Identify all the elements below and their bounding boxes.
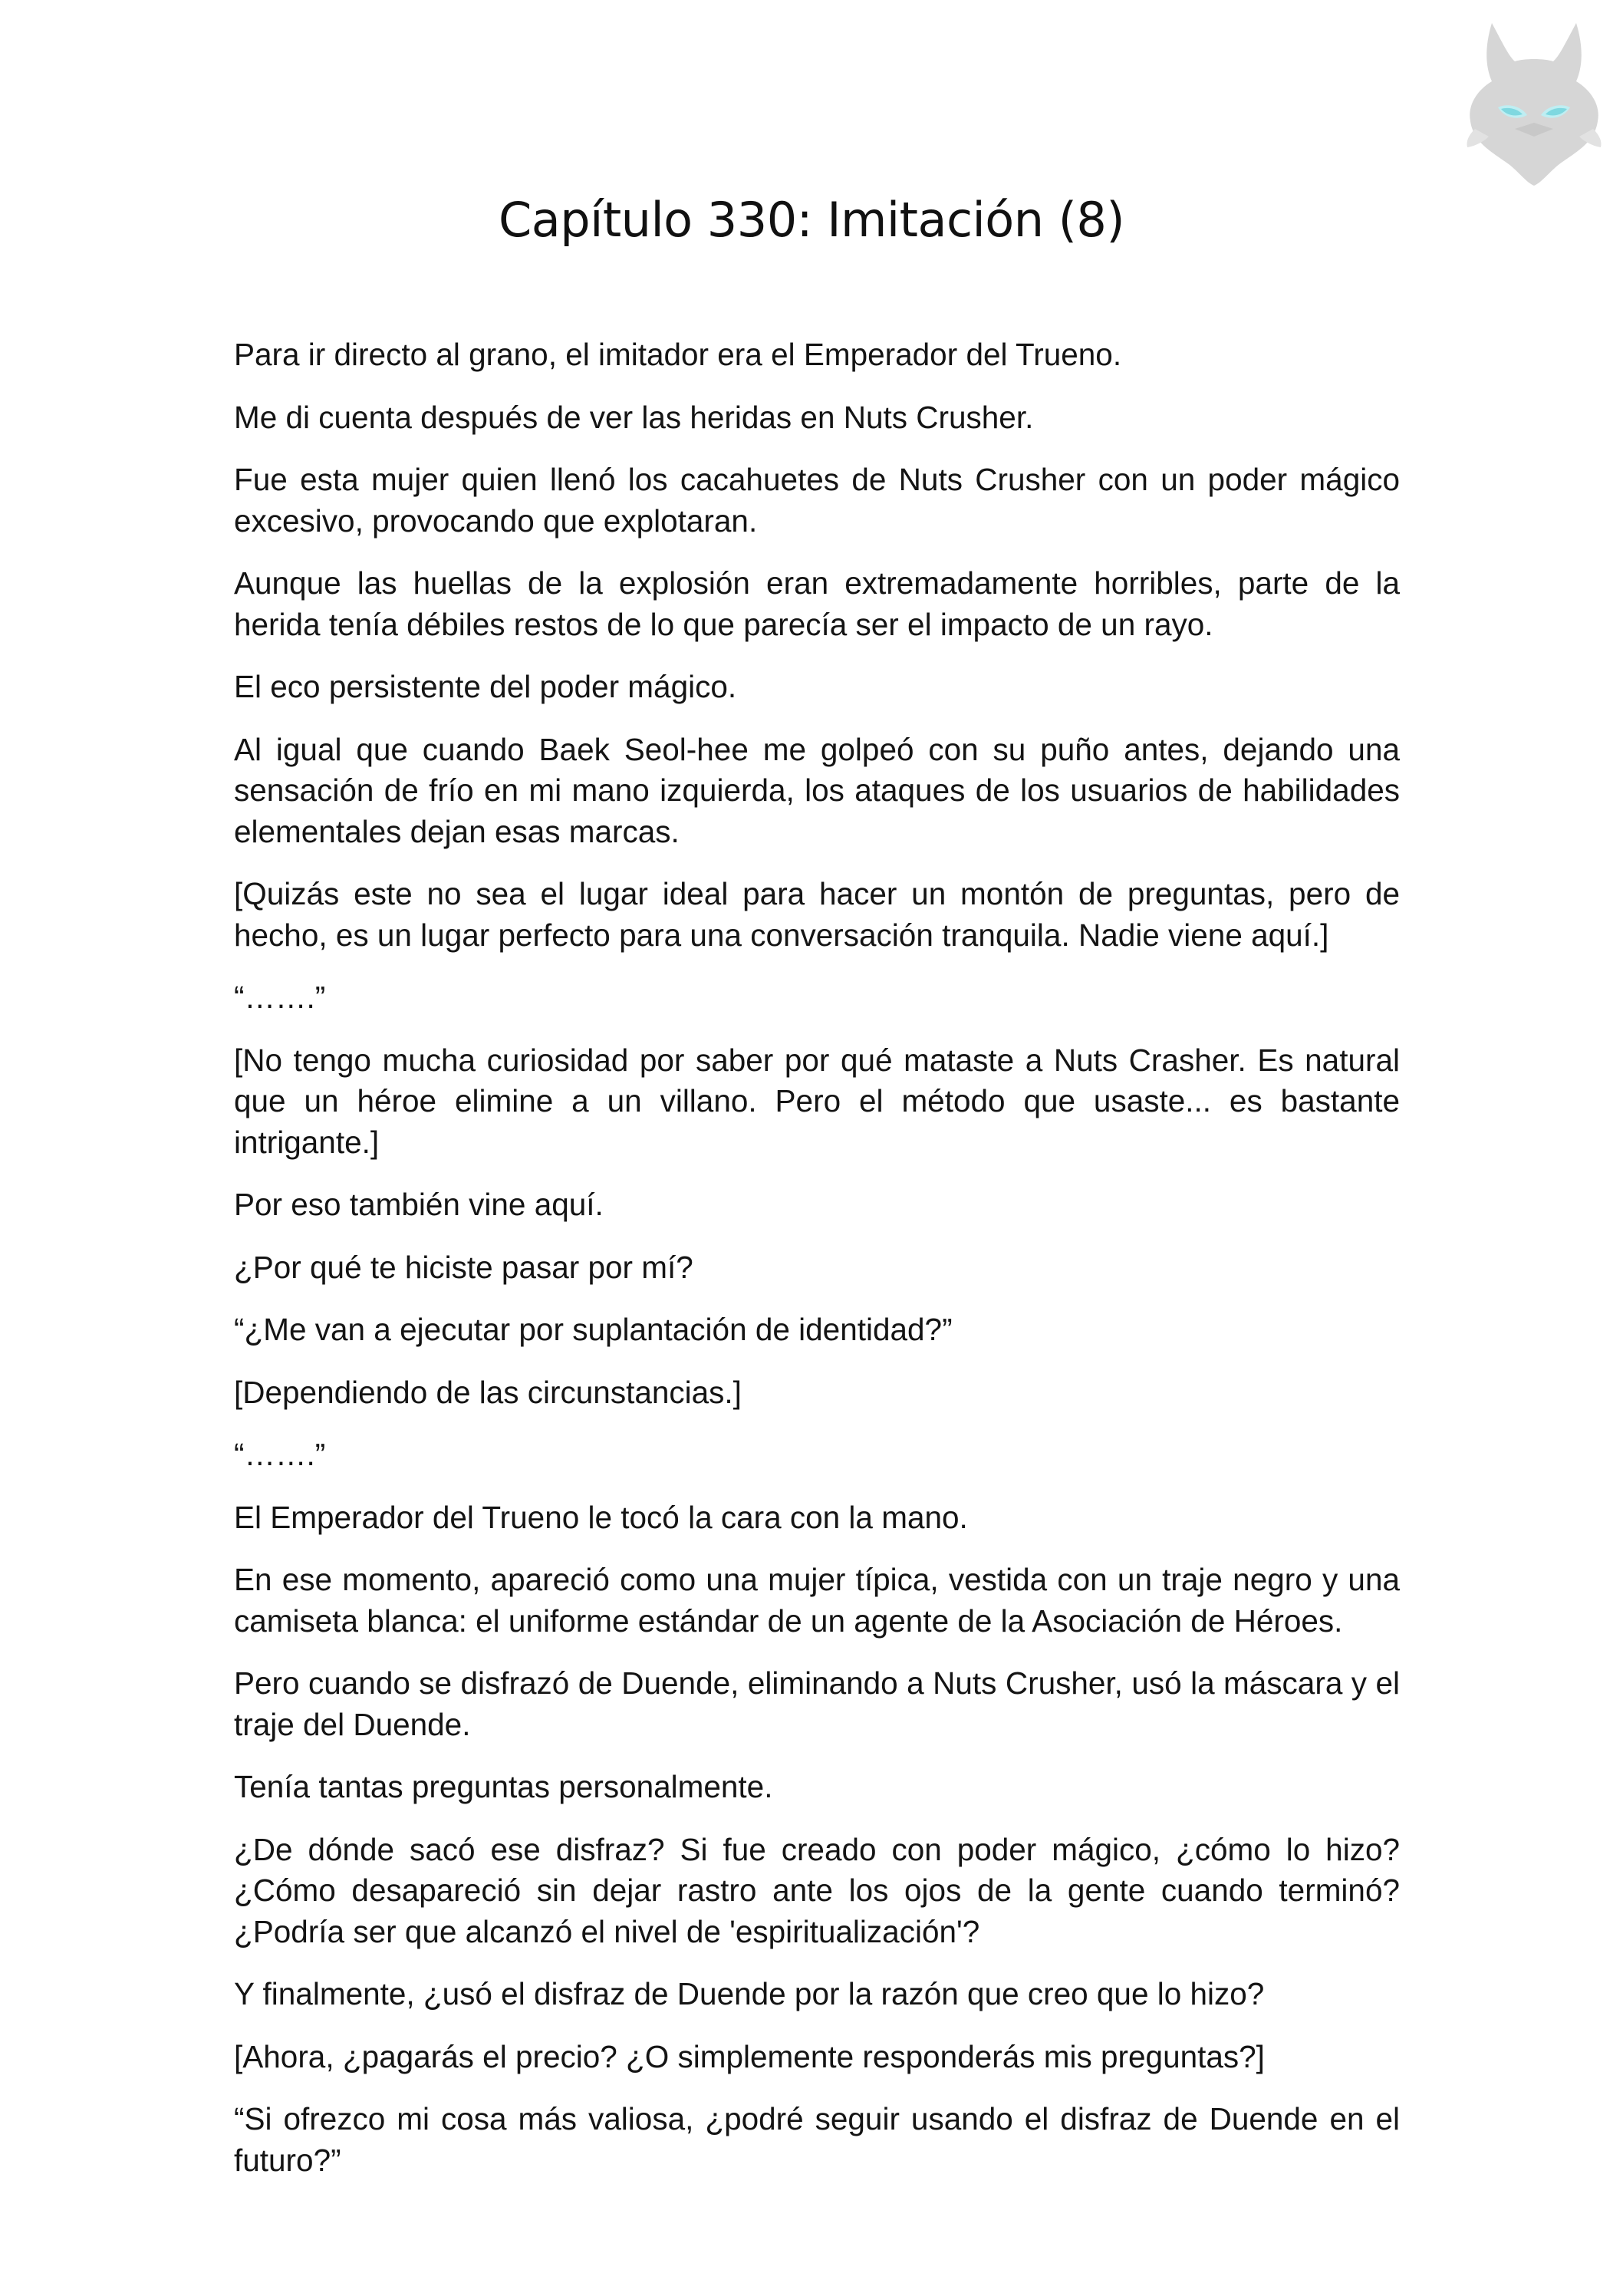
paragraph: “¿Me van a ejecutar por suplantación de identidad?” [234,1312,953,1347]
paragraph: Para ir directo al grano, el imitador era el Emperador del Trueno. [234,337,1122,372]
paragraph: Aunque las huellas de la explosión eran extremadamente horribles, parte de la herida tenía débiles restos de lo que parecía ser el impacto de un rayo. [234,565,1400,642]
paragraph: Pero cuando se disfrazó de Duende, eliminando a Nuts Crusher, usó la máscara y el traje del Duende. [234,1665,1400,1742]
paragraph: ¿De dónde sacó ese disfraz? Si fue creado con poder mágico, ¿cómo lo hizo? ¿Cómo desapareció sin dejar rastro ante los ojos de la gente cuando terminó? ¿Podría ser que alcanzó el nivel de 'espiritualización'? [234,1831,1400,1949]
paragraph: [No tengo mucha curiosidad por saber por qué mataste a Nuts Crasher. Es natural que un héroe elimine a un villano. Pero el método que usaste... es bastante intrigante.] [234,1042,1400,1160]
paragraph: Tenía tantas preguntas personalmente. [234,1769,773,1804]
paragraph: El Emperador del Trueno le tocó la cara con la mano. [234,1499,968,1535]
paragraph: ¿Por qué te hiciste pasar por mí? [234,1249,693,1285]
chapter-title: Capítulo 330: Imitación (8) [498,192,1125,248]
demon-head-logo-icon [1461,14,1607,190]
paragraph: Y finalmente, ¿usó el disfraz de Duende por la razón que creo que lo hizo? [234,1976,1265,2011]
chapter-body [234,334,1400,2202]
paragraph: En ese momento, apareció como una mujer típica, vestida con un traje negro y una camiseta blanca: el uniforme estándar de un agente de la Asociación de Héroes. [234,1562,1400,1639]
paragraph: Al igual que cuando Baek Seol-hee me golpeó con su puño antes, dejando una sensación de frío en mi mano izquierda, los ataques de los usuarios de habilidades elementales dejan esas marcas. [234,731,1400,849]
paragraph: [Ahora, ¿pagarás el precio? ¿O simplemente responderás mis preguntas?] [234,2038,1265,2074]
paragraph: “…….” [234,980,326,1015]
paragraph: Me di cuenta después de ver las heridas en Nuts Crusher. [234,399,1034,435]
paragraph: Fue esta mujer quien llenó los cacahuetes de Nuts Crusher con un poder mágico excesivo, provocando que explotaran. [234,462,1400,539]
paragraph: [Quizás este no sea el lugar ideal para hacer un montón de preguntas, pero de hecho, es un lugar perfecto para una conversación tranquila. Nadie viene aquí.] [234,876,1400,953]
paragraph: Por eso también vine aquí. [234,1187,604,1222]
paragraph: “Si ofrezco mi cosa más valiosa, ¿podré seguir usando el disfraz de Duende en el futuro?” [234,2101,1400,2178]
paragraph: “…….” [234,1437,326,1472]
paragraph: El eco persistente del poder mágico. [234,669,737,704]
paragraph: [Dependiendo de las circunstancias.] [234,1374,742,1410]
